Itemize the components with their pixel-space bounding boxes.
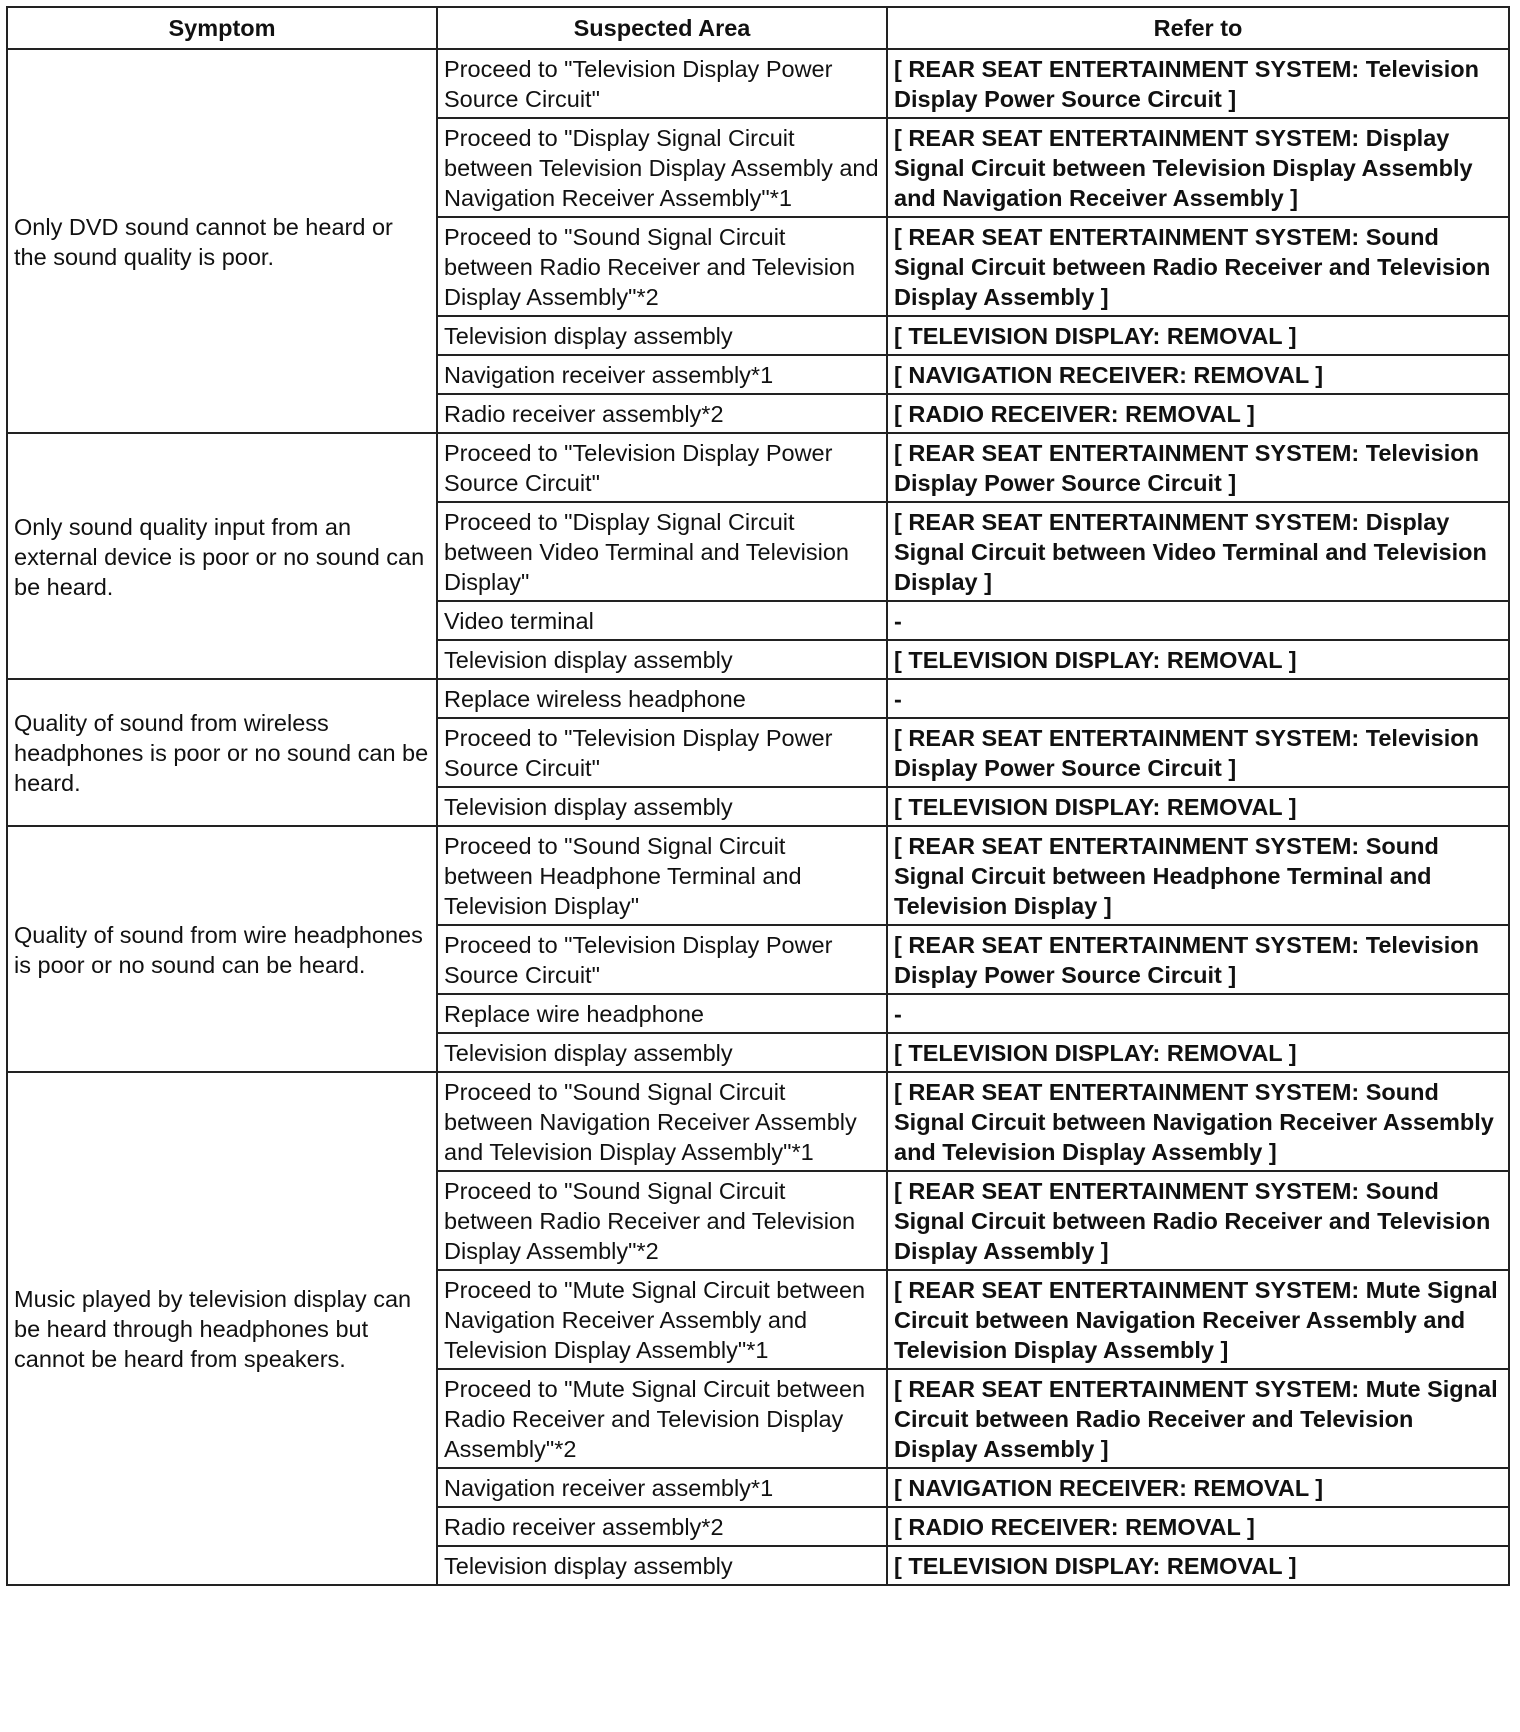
suspected-area-cell: Radio receiver assembly*2: [437, 1507, 887, 1546]
refer-to-cell[interactable]: [ TELEVISION DISPLAY: REMOVAL ]: [887, 1033, 1509, 1072]
suspected-area-cell: Proceed to "Television Display Power Source Circuit": [437, 49, 887, 118]
refer-to-cell[interactable]: [ NAVIGATION RECEIVER: REMOVAL ]: [887, 355, 1509, 394]
refer-to-cell[interactable]: [ REAR SEAT ENTERTAINMENT SYSTEM: Television Display Power Source Circuit ]: [887, 718, 1509, 787]
suspected-area-cell: Navigation receiver assembly*1: [437, 1468, 887, 1507]
suspected-area-cell: Proceed to "Television Display Power Source Circuit": [437, 925, 887, 994]
symptom-cell: Only sound quality input from an external device is poor or no sound can be heard.: [7, 433, 437, 679]
table-row: [7, 679, 1509, 718]
refer-to-cell[interactable]: [ REAR SEAT ENTERTAINMENT SYSTEM: Mute Signal Circuit between Navigation Receiver Assembly and Television Display Assembly ]: [887, 1270, 1509, 1369]
suspected-area-cell: Radio receiver assembly*2: [437, 394, 887, 433]
suspected-area-cell: Proceed to "Display Signal Circuit between Video Terminal and Television Display": [437, 502, 887, 601]
problem-symptoms-table: [6, 6, 1510, 1586]
suspected-area-cell: Replace wireless headphone: [437, 679, 887, 718]
refer-to-cell[interactable]: [ REAR SEAT ENTERTAINMENT SYSTEM: Television Display Power Source Circuit ]: [887, 49, 1509, 118]
suspected-area-cell: Navigation receiver assembly*1: [437, 355, 887, 394]
refer-to-cell[interactable]: [ TELEVISION DISPLAY: REMOVAL ]: [887, 316, 1509, 355]
symptom-cell: Quality of sound from wire headphones is poor or no sound can be heard.: [7, 826, 437, 1072]
refer-to-cell: -: [887, 601, 1509, 640]
refer-to-cell[interactable]: [ RADIO RECEIVER: REMOVAL ]: [887, 394, 1509, 433]
refer-to-cell[interactable]: [ NAVIGATION RECEIVER: REMOVAL ]: [887, 1468, 1509, 1507]
suspected-area-cell: Proceed to "Sound Signal Circuit between Headphone Terminal and Television Display": [437, 826, 887, 925]
refer-to-cell[interactable]: [ TELEVISION DISPLAY: REMOVAL ]: [887, 1546, 1509, 1585]
refer-to-cell[interactable]: [ REAR SEAT ENTERTAINMENT SYSTEM: Display Signal Circuit between Television Display Assembly and Navigation Receiver Assembly ]: [887, 118, 1509, 217]
table-row: [7, 826, 1509, 925]
header-symptom: Symptom: [7, 7, 437, 49]
refer-to-cell[interactable]: [ RADIO RECEIVER: REMOVAL ]: [887, 1507, 1509, 1546]
suspected-area-cell: Television display assembly: [437, 640, 887, 679]
refer-to-cell[interactable]: [ REAR SEAT ENTERTAINMENT SYSTEM: Mute Signal Circuit between Radio Receiver and Television Display Assembly ]: [887, 1369, 1509, 1468]
refer-to-cell[interactable]: [ REAR SEAT ENTERTAINMENT SYSTEM: Sound Signal Circuit between Radio Receiver and Television Display Assembly ]: [887, 217, 1509, 316]
suspected-area-cell: Proceed to "Sound Signal Circuit between Radio Receiver and Television Display Assembly"*2: [437, 1171, 887, 1270]
table-row: [7, 433, 1509, 502]
refer-to-cell: -: [887, 994, 1509, 1033]
refer-to-cell[interactable]: [ REAR SEAT ENTERTAINMENT SYSTEM: Sound Signal Circuit between Navigation Receiver Assembly and Television Display Assembly ]: [887, 1072, 1509, 1171]
suspected-area-cell: Replace wire headphone: [437, 994, 887, 1033]
header-suspected-area: Suspected Area: [437, 7, 887, 49]
header-row: [7, 7, 1509, 49]
suspected-area-cell: Television display assembly: [437, 316, 887, 355]
refer-to-cell[interactable]: [ TELEVISION DISPLAY: REMOVAL ]: [887, 640, 1509, 679]
table-row: [7, 1072, 1509, 1171]
suspected-area-cell: Proceed to "Mute Signal Circuit between Radio Receiver and Television Display Assembly"*2: [437, 1369, 887, 1468]
suspected-area-cell: Proceed to "Television Display Power Source Circuit": [437, 718, 887, 787]
suspected-area-cell: Proceed to "Sound Signal Circuit between Radio Receiver and Television Display Assembly"*2: [437, 217, 887, 316]
table-row: [7, 49, 1509, 118]
refer-to-cell[interactable]: [ REAR SEAT ENTERTAINMENT SYSTEM: Television Display Power Source Circuit ]: [887, 433, 1509, 502]
suspected-area-cell: Proceed to "Television Display Power Source Circuit": [437, 433, 887, 502]
suspected-area-cell: Television display assembly: [437, 787, 887, 826]
refer-to-cell: -: [887, 679, 1509, 718]
header-refer-to: Refer to: [887, 7, 1509, 49]
refer-to-cell[interactable]: [ REAR SEAT ENTERTAINMENT SYSTEM: Television Display Power Source Circuit ]: [887, 925, 1509, 994]
suspected-area-cell: Proceed to "Sound Signal Circuit between Navigation Receiver Assembly and Television Display Assembly"*1: [437, 1072, 887, 1171]
suspected-area-cell: Proceed to "Display Signal Circuit between Television Display Assembly and Navigation Receiver Assembly"*1: [437, 118, 887, 217]
suspected-area-cell: Proceed to "Mute Signal Circuit between Navigation Receiver Assembly and Television Display Assembly"*1: [437, 1270, 887, 1369]
symptom-cell: Quality of sound from wireless headphones is poor or no sound can be heard.: [7, 679, 437, 826]
troubleshooting-sheet: [6, 6, 1508, 1586]
refer-to-cell[interactable]: [ TELEVISION DISPLAY: REMOVAL ]: [887, 787, 1509, 826]
symptom-cell: Only DVD sound cannot be heard or the sound quality is poor.: [7, 49, 437, 433]
refer-to-cell[interactable]: [ REAR SEAT ENTERTAINMENT SYSTEM: Sound Signal Circuit between Headphone Terminal and Television Display ]: [887, 826, 1509, 925]
refer-to-cell[interactable]: [ REAR SEAT ENTERTAINMENT SYSTEM: Sound Signal Circuit between Radio Receiver and Television Display Assembly ]: [887, 1171, 1509, 1270]
refer-to-cell[interactable]: [ REAR SEAT ENTERTAINMENT SYSTEM: Display Signal Circuit between Video Terminal and Television Display ]: [887, 502, 1509, 601]
suspected-area-cell: Video terminal: [437, 601, 887, 640]
suspected-area-cell: Television display assembly: [437, 1033, 887, 1072]
suspected-area-cell: Television display assembly: [437, 1546, 887, 1585]
symptom-cell: Music played by television display can be heard through headphones but cannot be heard from speakers.: [7, 1072, 437, 1585]
